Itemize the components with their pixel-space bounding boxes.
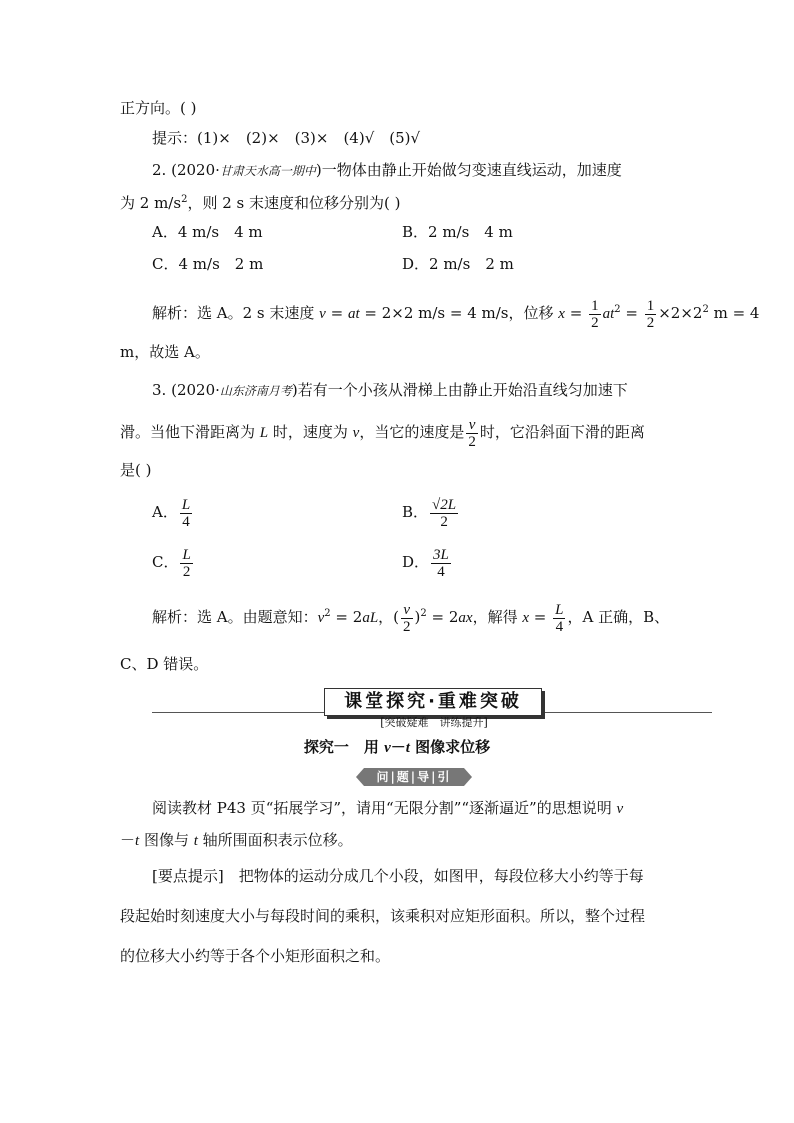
question-source: 山东济南月考 <box>219 384 292 398</box>
option-c: C． $\frac{L}{2}$ <box>152 546 191 580</box>
section-title: 探究一 用 v－t 图像求位移 <box>303 738 491 756</box>
solution-3: 解析：选 A。由题意知：$v^2 = 2aL$，( $\frac{v}{2}$ )$^2$ = 2ax，解得 x = $\frac{L}{4}$ ，A 正确，B、 <box>152 601 670 635</box>
option-b: B．2 m/s 4 m <box>402 223 513 241</box>
solution-2: 解析：选 A。2 s 末速度 v = at = 2×2 m/s = 4 m/s，位移 x = $\frac{1}{2}$ $at^2$ = $\frac{1}{2}$ $\times 2\times 2^2$ m = 4 <box>152 297 760 331</box>
question-guide-tag: 问|题|导|引 <box>356 768 472 786</box>
solution-3-line-2: C、D 错误。 <box>120 655 209 673</box>
solution-2-line-2: m，故选 A。 <box>120 343 210 361</box>
question-3-line-1: 3. (2020·山东济南月考)若有一个小孩从滑梯上由静止开始沿直线匀加速下 <box>152 381 628 399</box>
option-a: A． $\frac{L}{4}$ <box>152 496 191 530</box>
key-point-line: 段起始时刻速度大小与每段时间的乘积，该乘积对应矩形面积。所以，整个过程 <box>120 907 646 925</box>
fraction: $\frac{1}{2}$ <box>646 297 655 331</box>
key-point-line: [要点提示] 把物体的运动分成几个小段，如图甲，每段位移大小约等于每 <box>152 867 644 885</box>
question-source: 甘肃天水高一期中 <box>219 164 316 178</box>
key-point-line: 的位移大小约等于各个小矩形面积之和。 <box>120 947 391 965</box>
text-line: 正方向。( ) <box>120 99 197 117</box>
option-b: B． $\frac{√2L}{2}$ <box>402 496 457 530</box>
question-2-line-2: 为 2 $m/s^2$，则 2 s 末速度和位移分别为( ) <box>120 194 401 212</box>
fraction: $\frac{1}{2}$ <box>591 297 599 331</box>
fraction: $\frac{v}{2}$ <box>468 416 476 450</box>
option-d: D．2 m/s 2 m <box>402 255 514 273</box>
question-2-line-1: 2. (2020·甘肃天水高一期中)一物体由静止开始做匀变速直线运动，加速度 <box>152 161 622 179</box>
option-c: C．4 m/s 2 m <box>152 255 264 273</box>
option-a: A．4 m/s 4 m <box>152 223 263 241</box>
paragraph-line: 阅读教材 P43 页“拓展学习”，请用“无限分割”“逐渐逼近”的思想说明 v <box>152 799 624 817</box>
paragraph-line: －t 图像与 t 轴所围面积表示位移。 <box>120 831 353 849</box>
section-banner: 课堂探究·重难突破 <box>324 688 542 716</box>
question-3-line-3: 是( ) <box>120 461 152 479</box>
question-3-line-2: 滑。当他下滑距离为 L 时，速度为 v，当它的速度是 $\frac{v}{2}$ 时，它沿斜面下滑的距离 <box>120 416 645 450</box>
banner-subtitle: [突破疑难 讲练提升] <box>380 716 488 729</box>
option-d: D． $\frac{3L}{4}$ <box>402 546 449 580</box>
hint-line: 提示：(1)× (2)× (3)× (4)√ (5)√ <box>152 129 421 147</box>
